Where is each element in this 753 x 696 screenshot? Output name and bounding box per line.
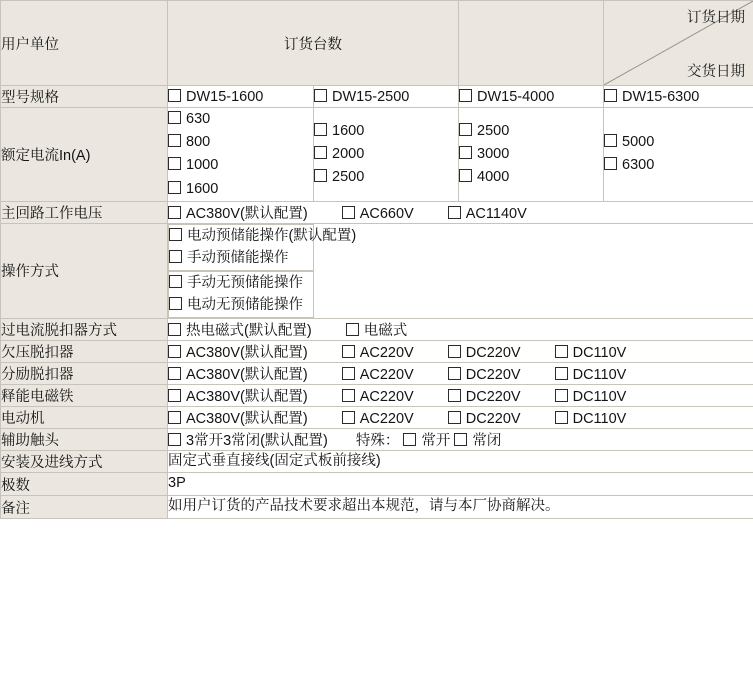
checkbox-ac1140v[interactable] — [448, 206, 527, 222]
operation-mode-options-line2 — [168, 271, 314, 318]
checkbox-box-icon[interactable] — [604, 157, 617, 170]
checkbox-label: 手动预储能操作 — [187, 250, 289, 267]
table-row-poles — [1, 473, 753, 496]
checkbox-box-icon[interactable] — [403, 433, 416, 446]
checkbox-label: DC110V — [572, 366, 627, 383]
checkbox-label: DW15-1600 — [186, 88, 264, 105]
checkbox-motor-ac220v[interactable] — [342, 411, 414, 427]
checkbox-box-icon[interactable] — [342, 367, 355, 380]
poles-text: 3P — [168, 475, 186, 492]
checkbox-box-icon[interactable] — [168, 157, 181, 170]
header-label-user-unit: 用户单位 — [1, 36, 59, 53]
checkbox-label: AC380V(默认配置) — [186, 410, 308, 427]
checkbox-box-icon[interactable] — [342, 411, 355, 424]
checkbox-box-icon[interactable] — [448, 411, 461, 424]
row-label-overcurrent-release: 过电流脱扣器方式 — [1, 318, 168, 340]
checkbox-1600a[interactable] — [168, 178, 313, 201]
checkbox-label: AC1140V — [465, 205, 527, 222]
checkbox-box-icon[interactable] — [555, 411, 568, 424]
motor-options — [168, 406, 753, 428]
operation-mode-options-line1 — [168, 224, 357, 271]
checkbox-box-icon[interactable] — [314, 123, 327, 136]
table-row-model-spec — [1, 86, 753, 108]
auxiliary-special-label: 特殊： — [355, 432, 400, 449]
checkbox-box-icon[interactable] — [604, 134, 617, 147]
checkbox-aux-3no3nc-default[interactable] — [168, 429, 328, 450]
row-label-shunt-release: 分励脱扣器 — [1, 362, 168, 384]
model-option-cell-3 — [459, 86, 604, 108]
checkbox-1000[interactable] — [168, 154, 313, 177]
checkbox-box-icon[interactable] — [169, 297, 182, 310]
checkbox-label: AC220V — [359, 388, 414, 405]
checkbox-uv-ac380v[interactable] — [168, 341, 308, 362]
table-row-operation-mode-line1 — [1, 223, 753, 270]
checkbox-dw15-4000[interactable] — [459, 89, 554, 105]
row-label-poles: 极数 — [1, 473, 168, 496]
checkbox-5000[interactable] — [604, 131, 753, 154]
checkbox-label: 1000 — [186, 157, 219, 174]
header-label-order-date: 订货日期 — [687, 10, 745, 26]
checkbox-2500b[interactable] — [459, 120, 603, 143]
checkbox-manual-pre-energy[interactable] — [169, 247, 289, 269]
checkbox-uv-ac220v[interactable] — [342, 345, 414, 361]
checkbox-box-icon[interactable] — [168, 433, 181, 446]
table-row-overcurrent-release — [1, 318, 753, 340]
checkbox-box-icon[interactable] — [346, 323, 359, 336]
table-row-remarks — [1, 496, 753, 519]
model-option-cell-1 — [168, 86, 314, 108]
checkbox-label: 3000 — [477, 145, 510, 162]
checkbox-box-icon[interactable] — [169, 275, 182, 288]
header-cell-dates — [604, 1, 753, 86]
checkbox-label: 800 — [186, 134, 211, 151]
checkbox-label: DC220V — [465, 366, 521, 383]
checkbox-dw15-1600[interactable] — [168, 89, 263, 105]
remarks-value — [168, 496, 753, 519]
checkbox-box-icon[interactable] — [448, 389, 461, 402]
checkbox-motor-no-pre-energy[interactable] — [169, 294, 303, 316]
header-label-delivery-date: 交货日期 — [687, 64, 745, 80]
header-cell-blank — [459, 1, 604, 86]
rated-current-cell-4 — [604, 108, 753, 202]
checkbox-shunt-dc220v[interactable] — [448, 367, 521, 383]
checkbox-label: 1600 — [332, 122, 365, 139]
overcurrent-release-options — [168, 318, 753, 340]
checkbox-solenoid-ac380v[interactable] — [168, 385, 308, 406]
checkbox-manual-no-pre-energy[interactable] — [169, 272, 303, 294]
checkbox-label: 电动无预储能操作 — [187, 297, 303, 314]
checkbox-box-icon[interactable] — [314, 89, 327, 102]
checkbox-label: 2500 — [477, 122, 510, 139]
checkbox-label: AC380V(默认配置) — [186, 205, 308, 222]
checkbox-uv-dc220v[interactable] — [448, 345, 521, 361]
checkbox-800[interactable] — [168, 131, 313, 154]
checkbox-aux-nc[interactable] — [454, 429, 501, 450]
checkbox-label: 1600 — [186, 180, 219, 197]
checkbox-motor-dc110v[interactable] — [555, 411, 627, 427]
row-label-motor: 电动机 — [1, 406, 168, 428]
checkbox-label: AC660V — [359, 205, 414, 222]
checkbox-label: AC220V — [359, 366, 414, 383]
rated-current-cell-1 — [168, 108, 314, 202]
checkbox-label: AC220V — [359, 344, 414, 361]
checkbox-box-icon[interactable] — [168, 323, 181, 336]
checkbox-box-icon[interactable] — [168, 411, 181, 424]
checkbox-motor-pre-energy-default[interactable] — [169, 225, 356, 247]
table-row-undervoltage-release — [1, 340, 753, 362]
checkbox-label: AC220V — [359, 410, 414, 427]
rated-current-cell-2 — [314, 108, 459, 202]
checkbox-box-icon[interactable] — [168, 345, 181, 358]
checkbox-shunt-dc110v[interactable] — [555, 367, 627, 383]
checkbox-label: DC220V — [465, 410, 521, 427]
checkbox-2000[interactable] — [314, 143, 458, 166]
checkbox-thermal-magnetic-default[interactable] — [168, 319, 312, 340]
checkbox-label: 电动预储能操作(默认配置) — [187, 227, 357, 244]
checkbox-2500a[interactable] — [314, 166, 458, 189]
checkbox-box-icon[interactable] — [459, 169, 472, 182]
table-row-rated-current — [1, 108, 753, 202]
checkbox-box-icon[interactable] — [168, 89, 181, 102]
header-cell-user-unit — [1, 1, 168, 86]
release-solenoid-options — [168, 384, 753, 406]
checkbox-label: DW15-2500 — [332, 88, 410, 105]
row-label-model-spec: 型号规格 — [1, 86, 168, 108]
row-label-release-solenoid: 释能电磁铁 — [1, 384, 168, 406]
checkbox-box-icon[interactable] — [342, 345, 355, 358]
row-label-main-circuit-voltage: 主回路工作电压 — [1, 201, 168, 223]
table-row-release-solenoid — [1, 384, 753, 406]
row-label-mounting-wiring: 安装及进线方式 — [1, 450, 168, 473]
table-row-motor — [1, 406, 753, 428]
checkbox-shunt-ac380v[interactable] — [168, 363, 308, 384]
checkbox-box-icon[interactable] — [168, 111, 181, 124]
auxiliary-contacts-options — [168, 428, 753, 450]
poles-value — [168, 473, 753, 496]
checkbox-shunt-ac220v[interactable] — [342, 367, 414, 383]
remarks-text: 如用户订货的产品技术要求超出本规范，请与本厂协商解决。 — [168, 498, 560, 515]
checkbox-solenoid-dc110v[interactable] — [555, 389, 627, 405]
checkbox-label: DW15-6300 — [622, 88, 700, 105]
table-row-main-circuit-voltage — [1, 201, 753, 223]
checkbox-solenoid-ac220v[interactable] — [342, 389, 414, 405]
checkbox-label: 常开 — [421, 432, 451, 449]
model-option-cell-4 — [604, 86, 753, 108]
checkbox-ac380v-default[interactable] — [168, 202, 308, 223]
checkbox-box-icon[interactable] — [168, 367, 181, 380]
checkbox-dw15-6300[interactable] — [604, 89, 699, 105]
checkbox-box-icon[interactable] — [168, 181, 181, 194]
checkbox-solenoid-dc220v[interactable] — [448, 389, 521, 405]
checkbox-aux-no[interactable] — [403, 429, 450, 450]
checkbox-box-icon[interactable] — [454, 433, 467, 446]
rated-current-cell-3 — [459, 108, 604, 202]
checkbox-1600b[interactable] — [314, 120, 458, 143]
checkbox-label: AC380V(默认配置) — [186, 388, 308, 405]
checkbox-label: DC110V — [572, 344, 627, 361]
checkbox-box-icon[interactable] — [448, 206, 461, 219]
checkbox-label: DC110V — [572, 388, 627, 405]
checkbox-label: DC220V — [465, 344, 521, 361]
model-option-cell-2 — [314, 86, 459, 108]
shunt-release-options — [168, 362, 753, 384]
checkbox-electromagnetic[interactable] — [346, 319, 408, 340]
checkbox-box-icon[interactable] — [168, 206, 181, 219]
header-cell-order-quantity — [168, 1, 459, 86]
checkbox-box-icon[interactable] — [168, 389, 181, 402]
undervoltage-release-options — [168, 340, 753, 362]
checkbox-label: DC110V — [572, 410, 627, 427]
checkbox-6300[interactable] — [604, 154, 753, 177]
main-circuit-voltage-options — [168, 201, 753, 223]
row-label-operation-mode: 操作方式 — [1, 223, 168, 318]
table-header-row — [1, 1, 753, 86]
checkbox-box-icon[interactable] — [459, 146, 472, 159]
checkbox-label: AC380V(默认配置) — [186, 344, 308, 361]
checkbox-4000[interactable] — [459, 166, 603, 189]
checkbox-label: 5000 — [622, 134, 655, 151]
row-label-auxiliary-contacts: 辅助触头 — [1, 428, 168, 450]
row-label-rated-current: 额定电流In(A) — [1, 108, 168, 202]
checkbox-label: 3常开3常闭(默认配置) — [186, 432, 328, 449]
checkbox-630[interactable] — [168, 108, 313, 131]
checkbox-box-icon[interactable] — [459, 89, 472, 102]
checkbox-label: DW15-4000 — [477, 88, 555, 105]
checkbox-label: 热电磁式(默认配置) — [186, 322, 312, 339]
checkbox-box-icon[interactable] — [314, 169, 327, 182]
checkbox-3000[interactable] — [459, 143, 603, 166]
checkbox-label: 630 — [186, 111, 211, 127]
checkbox-label: DC220V — [465, 388, 521, 405]
checkbox-uv-dc110v[interactable] — [555, 345, 627, 361]
checkbox-box-icon[interactable] — [448, 345, 461, 358]
checkbox-dw15-2500[interactable] — [314, 89, 409, 105]
row-label-undervoltage-release: 欠压脱扣器 — [1, 340, 168, 362]
checkbox-box-icon[interactable] — [604, 89, 617, 102]
header-label-order-quantity: 订货台数 — [284, 36, 342, 53]
checkbox-label: 电磁式 — [363, 322, 408, 339]
checkbox-box-icon[interactable] — [342, 389, 355, 402]
mounting-wiring-value — [168, 450, 753, 473]
checkbox-label: AC380V(默认配置) — [186, 366, 308, 383]
mounting-wiring-text: 固定式垂直接线(固定式板前接线) — [168, 452, 381, 469]
checkbox-box-icon[interactable] — [555, 345, 568, 358]
checkbox-label: 常闭 — [472, 432, 502, 449]
checkbox-box-icon[interactable] — [459, 123, 472, 136]
checkbox-box-icon[interactable] — [169, 250, 182, 263]
checkbox-box-icon[interactable] — [168, 134, 181, 147]
checkbox-label: 6300 — [622, 157, 655, 174]
checkbox-motor-ac380v[interactable] — [168, 407, 308, 428]
checkbox-label: 2000 — [332, 145, 365, 162]
checkbox-box-icon[interactable] — [555, 389, 568, 402]
table-row-auxiliary-contacts — [1, 428, 753, 450]
table-row-mounting-wiring — [1, 450, 753, 473]
checkbox-box-icon[interactable] — [169, 228, 182, 241]
checkbox-label: 2500 — [332, 168, 365, 185]
checkbox-box-icon[interactable] — [342, 206, 355, 219]
checkbox-box-icon[interactable] — [314, 146, 327, 159]
checkbox-label: 4000 — [477, 168, 510, 185]
checkbox-label: 手动无预储能操作 — [187, 274, 303, 291]
table-row-shunt-release — [1, 362, 753, 384]
checkbox-motor-dc220v[interactable] — [448, 411, 521, 427]
checkbox-ac660v[interactable] — [342, 206, 414, 222]
checkbox-box-icon[interactable] — [555, 367, 568, 380]
row-label-remarks: 备注 — [1, 496, 168, 519]
checkbox-box-icon[interactable] — [448, 367, 461, 380]
